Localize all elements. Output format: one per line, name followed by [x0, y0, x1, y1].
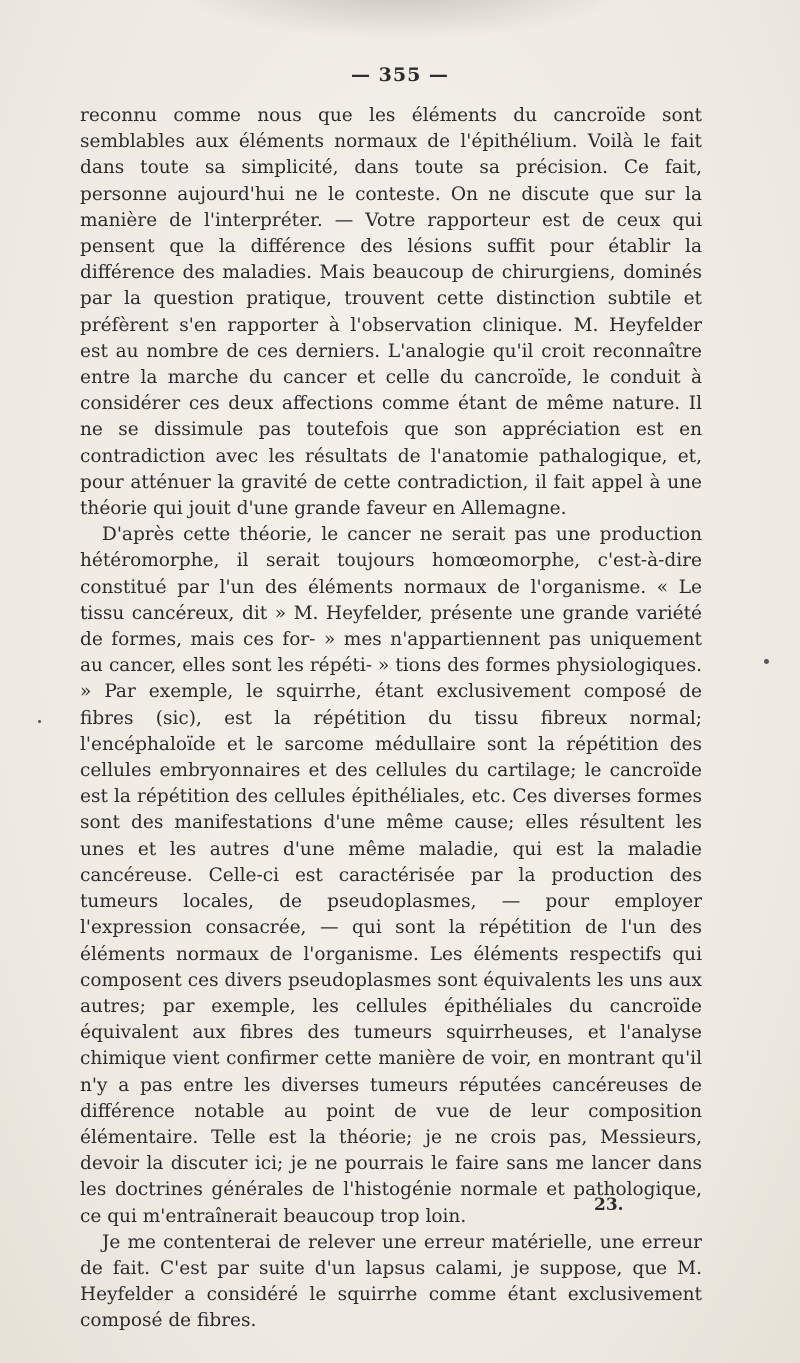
body-text — [80, 103, 702, 1335]
ink-speck — [764, 659, 769, 664]
paragraph-1: reconnu comme nous que les éléments du cancroïde sont semblables aux éléments normaux de l'épithélium. Voilà le fait dans toute sa simplicité, dans toute sa précision. Ce fait, personne aujourd'hui ne le conteste. On ne discute que sur la manière de l'interpréter. — Votre rapporteur est de ceux qui pensent que la différence des lésions suffit pour établir la différence des maladies. Mais beaucoup de chirurgiens, dominés par la question pratique, trouvent cette distinction subtile et préfèrent s'en rapporter à l'observation clinique. M. Heyfelder est au nombre de ces derniers. L'analogie qu'il croit reconnaître entre la marche du cancer et celle du cancroïde, le conduit à considérer ces deux affections comme étant de même nature. Il ne se dissimule pas toutefois que son appréciation est en contradiction avec les résultats de l'anatomie pathalogique, et, pour atténuer la gravité de cette contradiction, il fait appel à une théorie qui jouit d'une grande faveur en Allemagne. — [80, 105, 702, 520]
page-fold-shadow — [170, 0, 630, 40]
paragraph-3: Je me contenterai de relever une erreur matérielle, une erreur de fait. C'est par suite d'un lapsus calami, je suppose, que M. Heyfelder a considéré le squirrhe comme étant exclusivement composé de fibres. — [80, 1231, 702, 1332]
ink-speck — [38, 720, 41, 723]
signature-mark: 23. — [594, 1195, 624, 1215]
page-number: — 355 — — [351, 64, 449, 86]
paragraph-2: D'après cette théorie, le cancer ne serait pas une production hétéromorphe, il serait toujours homœomorphe, c'est-à-dire constitué par l'un des éléments normaux de l'organisme. « Le tissu cancéreux, dit » M. Heyfelder, présente une grande variété de formes, mais ces for- » mes n'appartiennent pas uniquement au cancer, elles sont les répéti- » tions des formes physiologiques. » Par exemple, le squirrhe, étant exclusivement composé de fibres (sic), est la répétition du tissu fibreux normal; l'encéphaloïde et le sarcome médullaire sont la répétition des cellules embryonnaires et des cellules du cartilage; le cancroïde est la répétition des cellules épithéliales, etc. Ces diverses formes sont des manifestations d'une même cause; elles résultent les unes et les autres d'une même maladie, qui est la maladie cancéreuse. Celle-ci est caractérisée par la production des tumeurs locales, de pseudoplasmes, — pour employer l'expression consacrée, — qui sont la répétition de l'un des éléments normaux de l'organisme. Les éléments respectifs qui composent ces divers pseudoplasmes sont équivalents les uns aux autres; par exemple, les cellules épithéliales du cancroïde équivalent aux fibres des tumeurs squirrheuses, et l'analyse chimique vient confirmer cette manière de voir, en montrant qu'il n'y a pas entre les diverses tumeurs réputées cancéreuses de différence notable au point de vue de leur composition élémentaire. Telle est la théorie; je ne crois pas, Messieurs, devoir la discuter ici; je ne pourrais le faire sans me lancer dans les doctrines générales de l'histogénie normale et pathologique, ce qui m'entraînerait beaucoup trop loin. — [80, 524, 702, 1227]
